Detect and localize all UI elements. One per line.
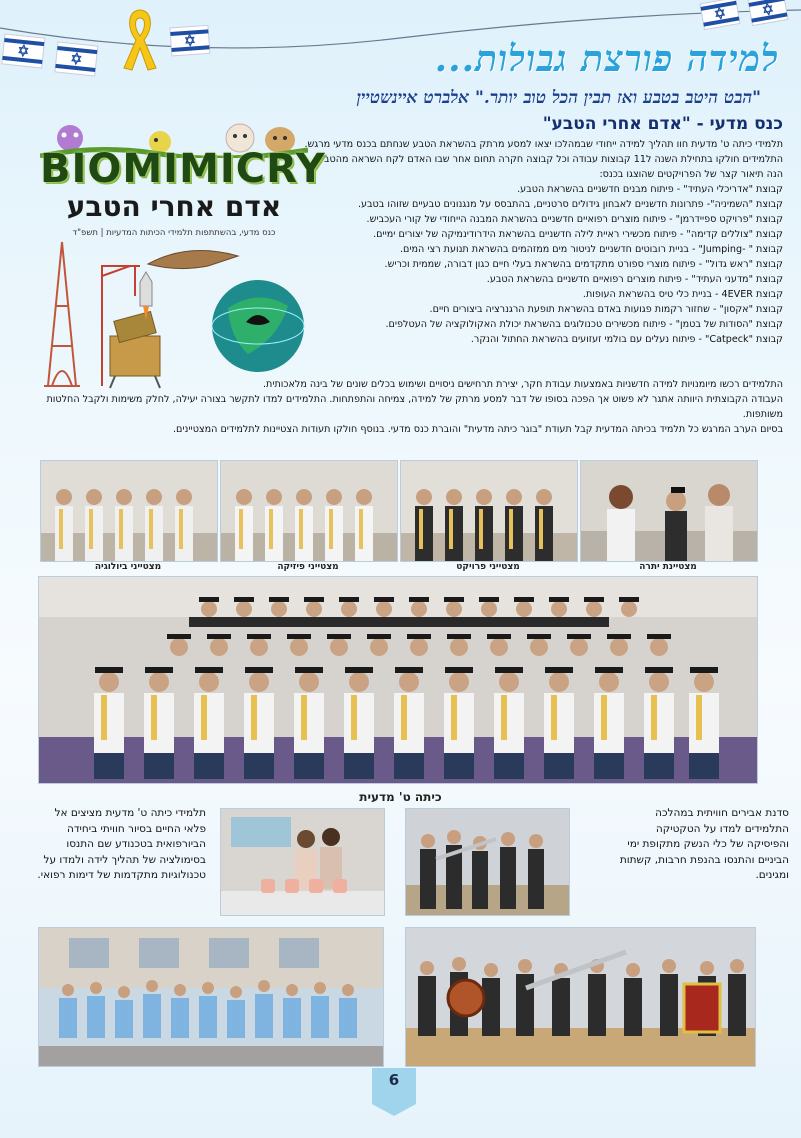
paragraph: קבוצת "אקסון" - שחזור רקמות פגועות באדם בהשראת תופעת הרגנרציה ביצורים חיים. — [429, 304, 783, 315]
section-title: כנס מדעי - "אדם אחרי הטבע" — [542, 114, 783, 134]
israel-flag-icon — [700, 0, 740, 30]
paragraph: קבוצת "ראש גדול" - פיתוח מוצרי ספורט מתקדמים בהשראת בעלי חיים כגון דבורה, שממית וכריש. — [384, 259, 783, 270]
israel-flag-icon — [170, 25, 210, 56]
poster-caption: כנס מדעי, בהשתתפות תלמידי הכיתות המדעיות | תשפ"ד — [72, 228, 276, 238]
paragraph: בסיום הערב המרגש כל תלמיד בכיתה המדעית קבל תעודת "בוגר כיתה מדעית" והוברת כנס מדעי. בנוסף חולקו תעודות הצטיינות לתלמידים המצטיינים. — [173, 424, 783, 435]
photo-project — [400, 460, 578, 562]
paragraph: הנה תיאור קצר של הפרויקטים שהוצגו בכנס: — [599, 169, 783, 180]
photo-label: מצטייני ביולוגיה — [94, 562, 162, 572]
photo-label: מצטייני פרויקט — [456, 562, 520, 572]
article-body — [298, 137, 783, 347]
paragraph: העבודה הקבוצתית היוותה אתגר לא פשוט אך הפכה בסופו של דבר למסע מרתק של למידה, צמיחה והתפתחות. התלמידים למדו לתקשר בצורה יעילה, לחלק משימות ולקבל החלטות משותפות. — [46, 394, 783, 420]
paragraph: קבוצת "מדעני העתיד" - פיתוח מוצרים רפואיים חדשניים בהשראת הטבע. — [486, 274, 783, 285]
paragraph: קבוצת 4EVER - בניית כלי טיס בהשראת העופות. — [582, 289, 783, 300]
knights-workshop-text: סדנת אבירים חוויתית במהלכה התלמידים למדו על הטקטיקה והפיסיקה של כלי הנשק מתקופת ימי הביניים והתנסו בהנפת חרבות, קשתות ומגינים. — [619, 807, 789, 881]
photo-class-group — [38, 576, 758, 784]
globe-icon — [212, 280, 304, 372]
israel-flag-icon — [748, 0, 788, 26]
group-photo-caption: כיתה ט' מדעית — [359, 790, 442, 804]
yellow-ribbon-icon — [124, 10, 156, 70]
paragraph: קבוצת "Catpeck" - פיתוח נעלים עם בולמי זעזועים בהשראת החתול והנקר. — [470, 334, 783, 345]
paragraph: קבוצת "השמיניה"- פתרונות חדשניים לאבחון גידולים סרטניים, בהתבסס על מנגנונים טבעיים שזוהו בטבע. — [357, 199, 783, 210]
biomimicry-poster — [40, 118, 326, 393]
photo-knights-workshop-large — [405, 927, 756, 1067]
paragraph: קבוצת "פרויקט ספיידרמן" - פיתוח מוצרים רפואיים חדשניים בהשראת המבנה הייחודי של קורי העכביש. — [366, 214, 783, 225]
paragraph: התלמידים רכשו מיומנויות למידה חדשניות באמצעות עבודת חקר, יצירת תרחישים ניסויים ושימוש בכלים שונים של בינה מלאכותית. — [263, 379, 783, 390]
page-number: 6 — [388, 1071, 400, 1089]
photo-physics — [220, 460, 398, 562]
glider-icon — [148, 251, 238, 269]
poster-subtitle: אדם אחרי הטבע — [66, 190, 282, 223]
paragraph: קבוצת "אדריכלי העתיד" - פיתוח מבנים חדשניים בהשראת הטבע. — [517, 184, 783, 195]
poster-title: BIOMIMICRY — [40, 146, 326, 192]
paragraph: קבוצת "הסודות של בטמן" - פיתוח מכשירים טכנולוגים בהשראת יכולת האקולוקציה של העטלפים. — [385, 319, 783, 330]
photo-biomedical-lab — [220, 808, 385, 916]
biomedical-tour-text: תלמידי כיתה ט' מדעית מציצים אל פלאי החיים בסיור חוויתי ביחידה הביורפואית בטכנודע שם התנסו בסימולציה של תהליך לידה ולמדו על טכנולוגיות מתקדמות של דימות רפואי. — [37, 807, 206, 881]
paragraph: תלמידי כיתה ט' מדעית חוו תהליך למידה ייחודי שבמהלכו יצאו למסע מרתק בהשראת הטבע שנחתם בכנס מדעי מרגש. התלמידים חולקו בתחילת השנה ל11 קבוצות עבודה וכל קבוצה חקרה תחום אחר שבו האדם לקח השראה מהטבע. — [304, 139, 783, 165]
paragraph: קבוצת "צוללים קדימה" - פיתוח מכשירי ראיית לילה חדשניים בהשראת הידרודינמיקה של יצורים ימיים. — [373, 229, 783, 240]
eiffel-tower-icon — [44, 242, 80, 386]
photo-biology — [40, 460, 218, 562]
iron-dome-icon — [110, 311, 160, 388]
israel-flag-icon — [55, 42, 98, 76]
photo-school-group — [38, 927, 384, 1067]
page-title: למידה פורצת גבולות... — [434, 38, 779, 80]
israel-flag-icon — [2, 34, 45, 68]
inventions-illustration — [40, 236, 308, 393]
photo-excellence — [580, 460, 758, 562]
photo-label: מצטייני פיזיקה — [277, 562, 339, 572]
photo-knights-workshop-small — [405, 808, 570, 916]
einstein-quote: "הבט היטב בטבע ואז תבין הכל טוב יותר." אלברט איינשטיין — [356, 88, 761, 108]
paragraph: קבוצת " -Jumping" - בניית רובוטים חדשניים לניטור מים ממזהמים בהשראת תנועת רצי המים. — [399, 244, 783, 255]
photo-label: מצטיינת יתרה — [639, 562, 697, 572]
